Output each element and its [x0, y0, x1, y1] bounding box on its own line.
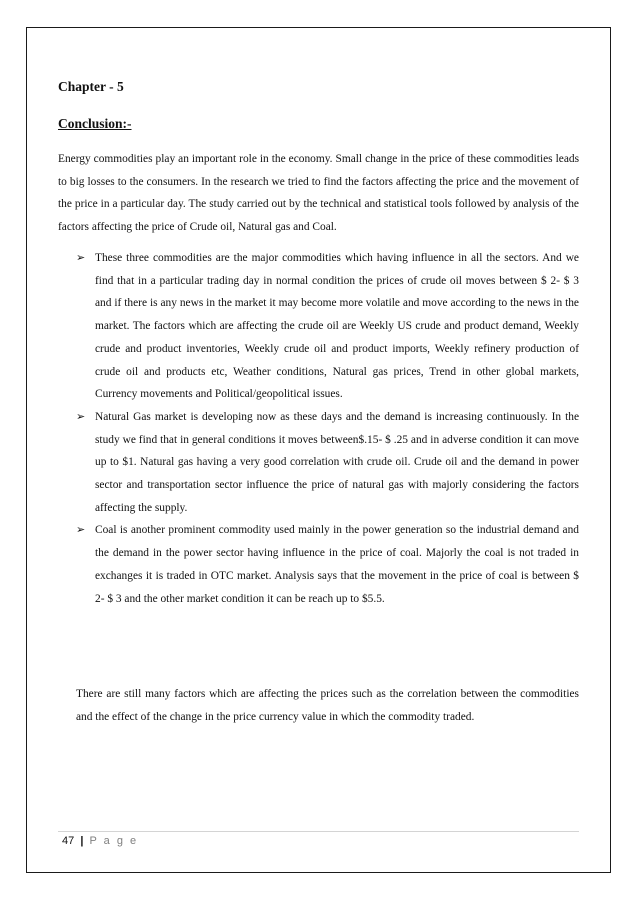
list-item	[76, 519, 579, 610]
bullet-text: These three commodities are the major commodities which having influence in all the sectors. And we find that in a particular trading day in normal condition the prices of crude oil moves between $ 2- $ 3 and if there is any news in the market it may become more volatile and move according to the news in the market. The factors which are affecting the crude oil are Weekly US crude and product demand, Weekly crude and product inventories, Weekly crude oil and product imports, Weekly refinery production of crude oil and products etc, Weather conditions, Natural gas prices, Trend in other global markets, Currency movements and Political/geopolitical issues.	[95, 252, 579, 401]
intro-paragraph: Energy commodities play an important role in the economy. Small change in the price of these commodities leads to big losses to the consumers. In the research we tried to find the factors affecting the price and the movement of the price in a particular day. The study carried out by the technical and statistical tools followed by analysis of the factors affecting the price of Crude oil, Natural gas and Coal.	[58, 153, 579, 234]
chapter-title: Chapter - 5	[58, 79, 124, 94]
footer-divider	[58, 831, 579, 832]
bullet-text: Coal is another prominent commodity used mainly in the power generation so the industrial demand and the demand in the power sector having influence in the price of coal. Majorly the coal is not traded in exchanges it is traded in OTC market. Analysis says that the movement in the price of coal is between $ 2- $ 3 and the other market condition it can be reach up to $5.5.	[95, 524, 579, 605]
bullet-list	[76, 247, 579, 610]
page-footer	[62, 835, 138, 847]
arrow-bullet-icon: ➢	[76, 410, 86, 423]
footer-separator: |	[80, 835, 84, 847]
closing-paragraph: There are still many factors which are affecting the prices such as the correlation between the commodities and the effect of the change in the price currency value in which the commodity traded.	[76, 688, 579, 723]
list-item	[76, 406, 579, 520]
page-label: P a g e	[89, 835, 139, 847]
bullet-text: Natural Gas market is developing now as these days and the demand is increasing continuously. In the study we find that in general conditions it moves between$.15- $ .25 and in adverse condition it can move up to $1. Natural gas having a very good correlation with crude oil. Crude oil and the demand in power sector and transportation sector influence the price of natural gas with majorly considering the factors affecting the supply.	[95, 410, 579, 514]
list-item	[76, 247, 579, 406]
arrow-bullet-icon: ➢	[76, 524, 86, 537]
arrow-bullet-icon: ➢	[76, 252, 86, 264]
section-heading: Conclusion:-	[58, 116, 132, 131]
page-number: 47	[62, 835, 75, 847]
